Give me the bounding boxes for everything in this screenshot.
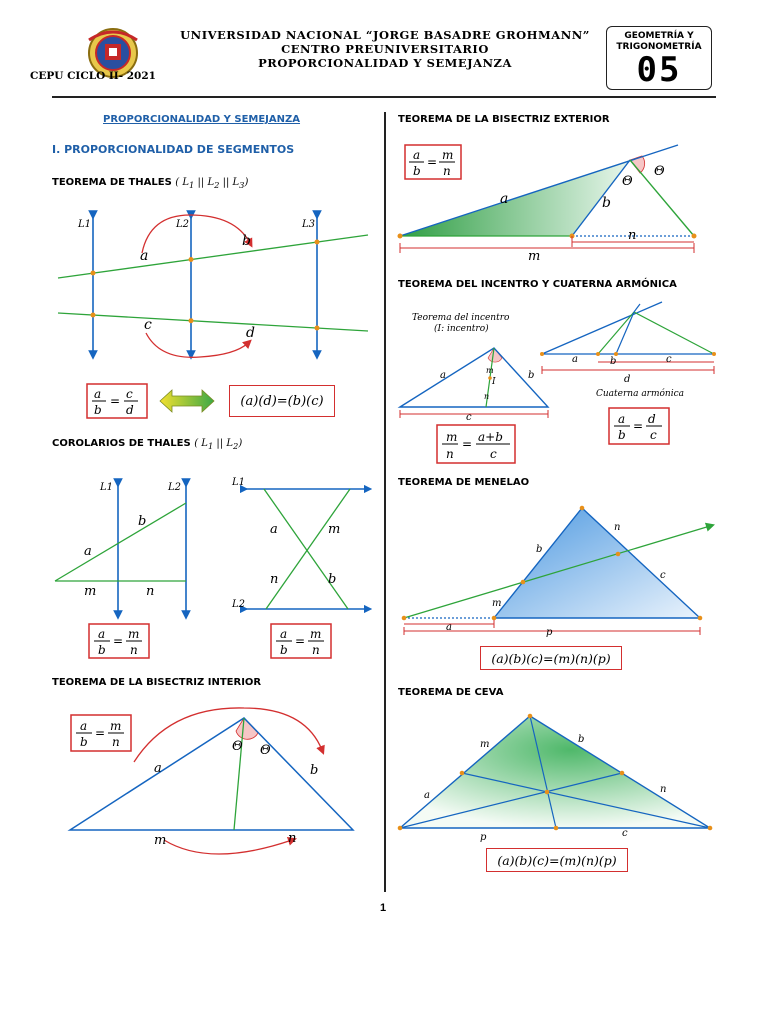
corolario-2-diagram bbox=[228, 475, 378, 615]
be-f-eq: = bbox=[427, 155, 438, 169]
cor1-n: n bbox=[146, 584, 155, 599]
be-theta-1: Θ bbox=[622, 174, 633, 189]
be-theta-2: Θ bbox=[654, 164, 665, 179]
f1-a: a bbox=[98, 627, 106, 641]
cua-f-a: a bbox=[618, 412, 626, 426]
double-arrow-icon bbox=[158, 388, 216, 414]
ceva-n: n bbox=[660, 784, 667, 795]
thales-diagram bbox=[50, 205, 375, 365]
cor2-b: b bbox=[328, 572, 337, 587]
f1-n: n bbox=[130, 643, 138, 657]
ceva-formula bbox=[486, 848, 628, 872]
main-title: PROPORCIONALIDAD Y SEMEJANZA bbox=[103, 114, 301, 125]
cuaterna-note: Cuaterna armónica bbox=[596, 389, 685, 399]
f2-a: a bbox=[280, 627, 288, 641]
incentro-formula bbox=[436, 424, 516, 464]
thales-b: b bbox=[242, 233, 251, 249]
bisectriz-interior-formula bbox=[70, 714, 132, 752]
bi-a: a bbox=[154, 761, 162, 776]
ceva-b: b bbox=[578, 734, 585, 745]
inc-f-c: c bbox=[490, 447, 497, 461]
inc-f-eq: = bbox=[462, 437, 473, 451]
f2-eq: = bbox=[295, 634, 306, 648]
bi-f-b: b bbox=[80, 735, 88, 749]
course-box bbox=[606, 26, 712, 90]
be-f-n: n bbox=[443, 164, 451, 178]
cor2-a: a bbox=[270, 522, 278, 537]
ratio-d: d bbox=[126, 403, 134, 417]
ceva-p: p bbox=[480, 832, 487, 843]
ceva-diagram bbox=[394, 710, 716, 846]
be-f-b: b bbox=[413, 164, 421, 178]
bi-b: b bbox=[310, 763, 319, 778]
be-f-a: a bbox=[413, 148, 421, 162]
product-text: (a)(d)=(b)(c) bbox=[240, 393, 324, 409]
session-number: 05 bbox=[636, 50, 682, 90]
be-f-m: m bbox=[442, 148, 454, 162]
f2-b: b bbox=[280, 643, 288, 657]
bi-f-eq: = bbox=[95, 726, 106, 740]
ceva-a: a bbox=[424, 790, 430, 801]
cor2-L2: L2 bbox=[232, 599, 246, 610]
cuaterna-diagram bbox=[538, 294, 718, 402]
section-1-title: I. PROPORCIONALIDAD DE SEGMENTOS bbox=[52, 143, 295, 156]
inc-n: n bbox=[484, 392, 490, 401]
inc-m: m bbox=[486, 366, 494, 375]
corolario-2-formula bbox=[270, 623, 332, 659]
inc-f-num: a+b bbox=[478, 430, 503, 444]
thales-formula-ratio bbox=[86, 383, 148, 419]
ratio-a: a bbox=[94, 387, 102, 401]
corolarios-title: COROLARIOS DE THALES ( $L_1$ || $L_2$) bbox=[52, 438, 243, 451]
bisectriz-int-title: TEOREMA DE LA BISECTRIZ INTERIOR bbox=[52, 677, 262, 688]
corolario-1-formula bbox=[88, 623, 150, 659]
bi-n: n bbox=[288, 831, 297, 846]
inc-f-n: n bbox=[446, 447, 454, 461]
f1-eq: = bbox=[113, 634, 124, 648]
column-divider bbox=[384, 112, 386, 892]
f2-n: n bbox=[312, 643, 320, 657]
be-b: b bbox=[602, 195, 611, 211]
cor1-m: m bbox=[84, 584, 97, 599]
ceva-c: c bbox=[622, 828, 628, 839]
thales-title-text: TEOREMA DE THALES bbox=[52, 177, 172, 188]
cua-f-eq: = bbox=[633, 419, 644, 433]
corolarios-title-text: COROLARIOS DE THALES bbox=[52, 438, 191, 449]
inc-f-m: m bbox=[446, 430, 458, 444]
cycle-label: CEPU CICLO II- 2021 bbox=[30, 70, 156, 82]
cor1-a: a bbox=[84, 544, 92, 559]
cua-f-d: d bbox=[648, 412, 656, 426]
inc-a: a bbox=[440, 370, 446, 381]
men-a: a bbox=[446, 622, 452, 633]
thales-d: d bbox=[246, 325, 255, 341]
men-m: m bbox=[492, 598, 502, 609]
cua-f-b: b bbox=[618, 428, 626, 442]
incentro-note-2: (I: incentro) bbox=[434, 324, 489, 334]
cua-d: d bbox=[624, 374, 631, 385]
bi-f-a: a bbox=[80, 719, 88, 733]
be-m: m bbox=[528, 249, 541, 264]
header-divider bbox=[52, 96, 716, 98]
page-number: 1 bbox=[380, 902, 387, 914]
cua-c: c bbox=[666, 354, 672, 365]
bi-theta-1: Θ bbox=[232, 739, 243, 754]
ratio-b: b bbox=[94, 403, 102, 417]
corolario-1-diagram bbox=[50, 475, 200, 620]
menelao-title: TEOREMA DE MENELAO bbox=[398, 477, 530, 488]
thales-L2: L2 bbox=[176, 219, 190, 230]
ceva-m: m bbox=[480, 739, 490, 750]
cua-a: a bbox=[572, 354, 578, 365]
menelao-formula bbox=[480, 646, 622, 670]
header-line3: PROPORCIONALIDAD Y SEMEJANZA bbox=[258, 56, 512, 70]
bisectriz-exterior-formula bbox=[404, 144, 462, 180]
f1-m: m bbox=[128, 627, 140, 641]
thales-c: c bbox=[144, 317, 152, 333]
men-c: c bbox=[660, 570, 666, 581]
inc-b: b bbox=[528, 370, 535, 381]
f2-m: m bbox=[310, 627, 322, 641]
bi-f-m: m bbox=[110, 719, 122, 733]
be-n: n bbox=[628, 228, 637, 243]
cuaterna-formula bbox=[608, 407, 670, 445]
thales-formula-product bbox=[229, 385, 335, 417]
cua-f-c: c bbox=[650, 428, 657, 442]
bi-theta-2: Θ bbox=[260, 743, 271, 758]
men-n: n bbox=[614, 522, 621, 533]
ratio-eq: = bbox=[110, 394, 121, 408]
be-a: a bbox=[500, 191, 509, 207]
f1-b: b bbox=[98, 643, 106, 657]
men-p: p bbox=[546, 627, 553, 638]
inc-c: c bbox=[466, 412, 472, 422]
ceva-formula-text: (a)(b)(c)=(m)(n)(p) bbox=[497, 852, 617, 868]
thales-L1: L1 bbox=[78, 219, 92, 230]
cor1-b: b bbox=[138, 514, 147, 529]
cor2-L1: L1 bbox=[232, 477, 246, 488]
cor1-L1: L1 bbox=[100, 482, 114, 493]
cor2-m: m bbox=[328, 522, 341, 537]
thales-a: a bbox=[140, 248, 149, 264]
ceva-title: TEOREMA DE CEVA bbox=[398, 687, 504, 698]
incentro-note-1: Teorema del incentro bbox=[412, 313, 510, 323]
thales-title: TEOREMA DE THALES ( $L_1$ || $L_2$ || $L_3$) bbox=[52, 177, 249, 190]
ratio-c: c bbox=[126, 387, 133, 401]
thales-L3: L3 bbox=[302, 219, 316, 230]
men-b: b bbox=[536, 544, 543, 555]
menelao-diagram bbox=[396, 500, 716, 640]
cua-b: b bbox=[610, 356, 617, 367]
cor1-L2: L2 bbox=[168, 482, 182, 493]
bi-f-n: n bbox=[112, 735, 120, 749]
bisectriz-ext-title: TEOREMA DE LA BISECTRIZ EXTERIOR bbox=[398, 114, 610, 125]
header-line1: UNIVERSIDAD NACIONAL “JORGE BASADRE GROHMANN” bbox=[180, 28, 590, 42]
course-name-1: GEOMETRÍA Y bbox=[624, 31, 694, 41]
inc-I: I bbox=[492, 377, 496, 387]
cor2-n: n bbox=[270, 572, 279, 587]
incentro-title: TEOREMA DEL INCENTRO Y CUATERNA ARMÓNICA bbox=[398, 279, 677, 290]
bi-m: m bbox=[154, 833, 167, 848]
menelao-formula-text: (a)(b)(c)=(m)(n)(p) bbox=[491, 650, 611, 666]
header-line2: CENTRO PREUNIVERSITARIO bbox=[281, 42, 489, 56]
incentro-diagram bbox=[394, 306, 554, 422]
course-name-2: TRIGONOMETRÍA bbox=[616, 42, 702, 52]
